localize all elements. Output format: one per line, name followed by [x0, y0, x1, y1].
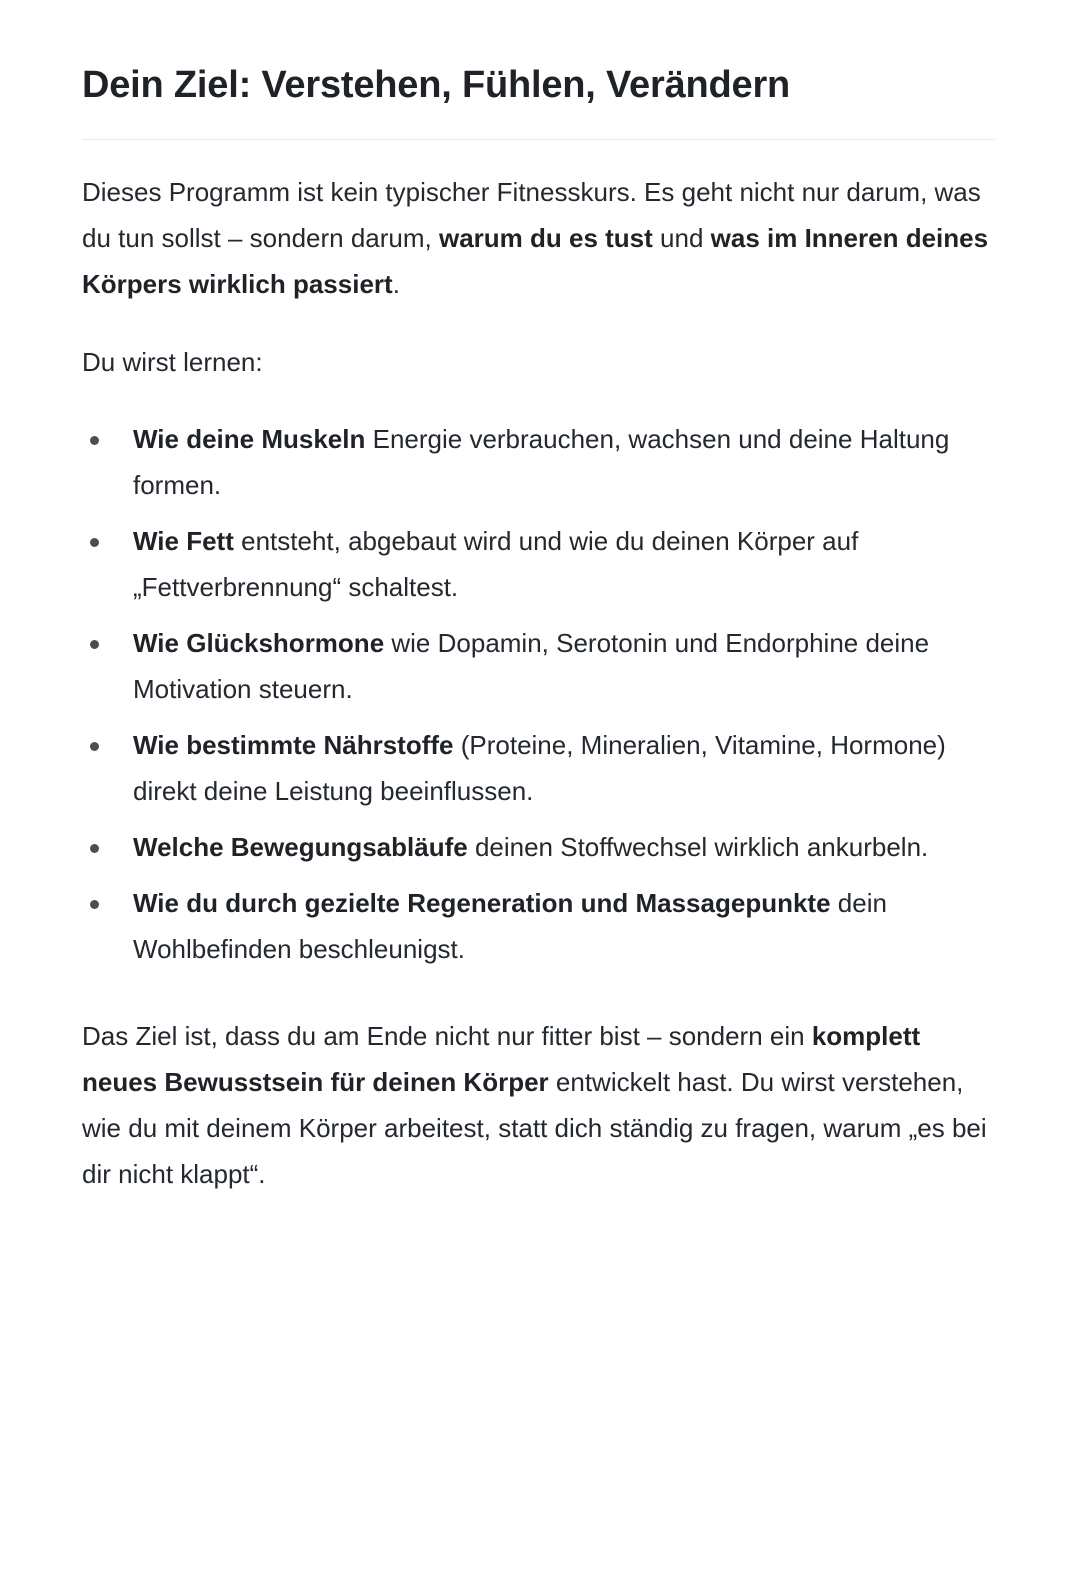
bullet-point-icon	[90, 640, 99, 649]
closing-text-part-2: entwickelt hast. Du wirst verstehen, wie du mit deinem Körper arbeitest, statt dich ständig zu fragen, warum „es bei dir nicht klappt“.	[82, 1067, 987, 1189]
bullet-point-icon	[90, 538, 99, 547]
list-item-text: entsteht, abgebaut wird und wie du deinen Körper auf „Fettverbrennung“ schaltest.	[133, 526, 859, 602]
list-item-bold-lead: Wie bestimmte Nährstoffe	[133, 730, 454, 760]
closing-text-part-1: Das Ziel ist, dass du am Ende nicht nur fitter bist – sondern ein	[82, 1021, 812, 1051]
bullet-point-icon	[90, 844, 99, 853]
content-column	[82, 0, 995, 1197]
intro-bold-warum-du-es-tust: warum du es tust	[438, 223, 653, 253]
intro-paragraph	[82, 169, 995, 307]
list-item	[82, 620, 995, 712]
list-item-text: Energie verbrauchen, wachsen und deine Haltung formen.	[133, 424, 950, 500]
intro-text-part-3: .	[392, 269, 400, 299]
list-item-text: wie Dopamin, Serotonin und Endorphine deine Motivation steuern.	[133, 628, 930, 704]
list-item-bold-lead: Wie Glückshormone	[133, 628, 385, 658]
intro-text-part-1: Dieses Programm ist kein typischer Fitnesskurs. Es geht nicht nur darum, was du tun sollst – sondern darum,	[82, 177, 981, 253]
list-item	[82, 824, 995, 870]
list-item-text: (Proteine, Mineralien, Vitamine, Hormone) direkt deine Leistung beeinflussen.	[133, 730, 946, 806]
closing-bold-bewusstsein: komplett neues Bewusstsein für deinen Körper	[82, 1021, 921, 1097]
list-item-bold-lead: Welche Bewegungsabläufe	[133, 832, 468, 862]
list-item	[82, 722, 995, 814]
list-item-bold-lead: Wie Fett	[133, 526, 234, 556]
title-divider	[82, 139, 995, 140]
intro-text-part-2: und	[652, 223, 711, 253]
page-title: Dein Ziel: Verstehen, Fühlen, Verändern	[82, 64, 791, 106]
closing-paragraph	[82, 1013, 995, 1197]
bullet-point-icon	[90, 900, 99, 909]
list-item	[82, 880, 995, 972]
list-item-bold-lead: Wie deine Muskeln	[133, 424, 366, 454]
list-item	[82, 416, 995, 508]
list-item-bold-lead: Wie du durch gezielte Regeneration und Massagepunkte	[133, 888, 831, 918]
intro-bold-was-im-inneren: was im Inneren deines Körpers wirklich passiert	[82, 223, 989, 299]
list-item	[82, 518, 995, 610]
bullet-point-icon	[90, 742, 99, 751]
learning-points-list	[82, 416, 995, 972]
list-item-text: deinen Stoffwechsel wirklich ankurbeln.	[467, 832, 929, 862]
bullet-point-icon	[90, 436, 99, 445]
lead-in-paragraph: Du wirst lernen:	[82, 347, 263, 377]
list-item-text: dein Wohlbefinden beschleunigst.	[133, 888, 887, 964]
